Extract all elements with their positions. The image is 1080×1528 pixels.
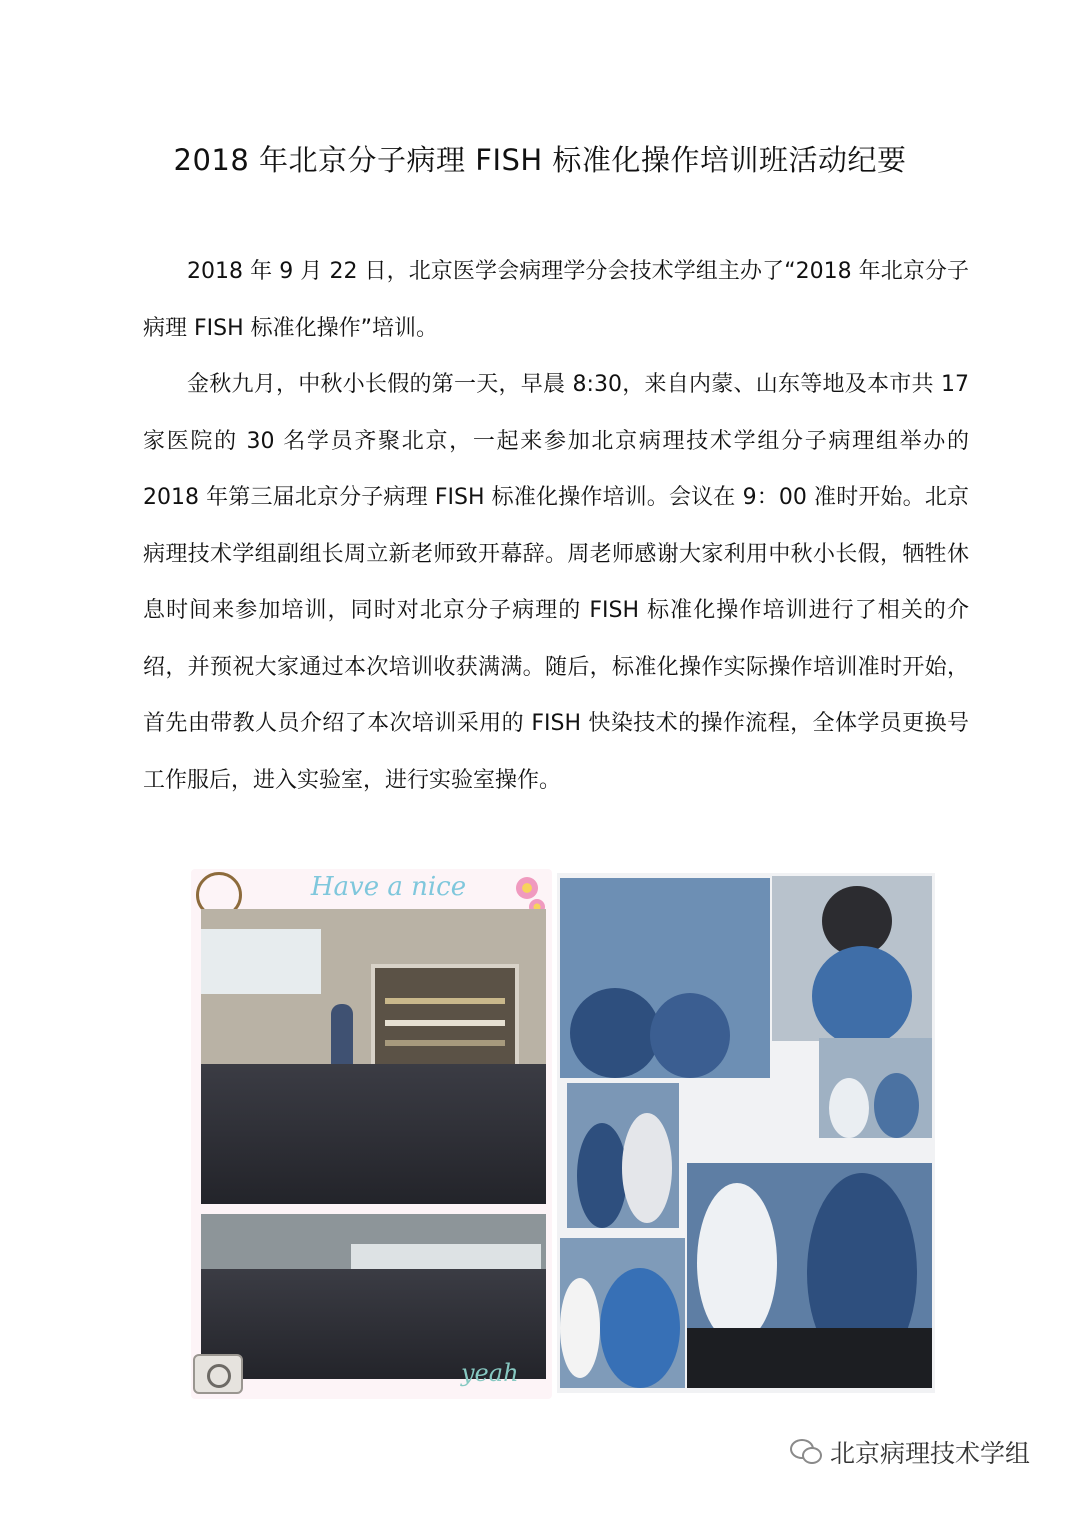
lab-photo — [567, 1083, 679, 1228]
wechat-icon — [790, 1439, 822, 1465]
flower-icon — [516, 877, 538, 899]
wechat-watermark — [790, 1434, 1030, 1470]
watermark-label: 北京病理技术学组 — [830, 1439, 1031, 1468]
lab-photo — [560, 1238, 685, 1388]
photo-collage-lab — [557, 873, 935, 1393]
camera-icon — [193, 1354, 243, 1394]
lecture-hall-photo — [201, 909, 546, 1204]
yeah-sticker: yeah — [461, 1359, 519, 1387]
lab-photo — [687, 1163, 932, 1388]
lab-photo — [560, 878, 770, 1078]
paragraph-details: 金秋九月，中秋小长假的第一天，早晨 8:30，来自内蒙、山东等地及本市共 17 家医院的 30 名学员齐聚北京，一起来参加北京病理技术学组分子病理组举办的 2018 年第三届北京分子病理 FISH 标准化操作培训。会议在 9：00 准时开始。北京病理技术学组副组长周立新老师致开幕辞。周老师感谢大家利用中秋小长假，牺牲休息时间来参加培训，同时对北京分子病理的 FISH 标准化操作培训进行了相关的介绍，并预祝大家通过本次培训收获满满。随后，标准化操作实际操作培训准时开始，首先由带教人员介绍了本次培训采用的 FISH 快染技术的操作流程，全体学员更换号工作服后，进入实验室，进行实验室操作。 — [143, 372, 969, 793]
paragraph-intro: 2018 年 9 月 22 日，北京医学会病理学分会技术学组主办了“2018 年北京分子病理 FISH 标准化操作”培训。 — [143, 259, 969, 341]
lab-photo — [772, 876, 932, 1041]
page-title: 2018 年北京分子病理 FISH 标准化操作培训班活动纪要 — [173, 143, 907, 177]
photo-collage-lecture — [191, 869, 552, 1399]
audience-photo — [201, 1214, 546, 1379]
lab-photo — [819, 1038, 932, 1138]
collage-banner: Have a nice — [310, 872, 467, 902]
